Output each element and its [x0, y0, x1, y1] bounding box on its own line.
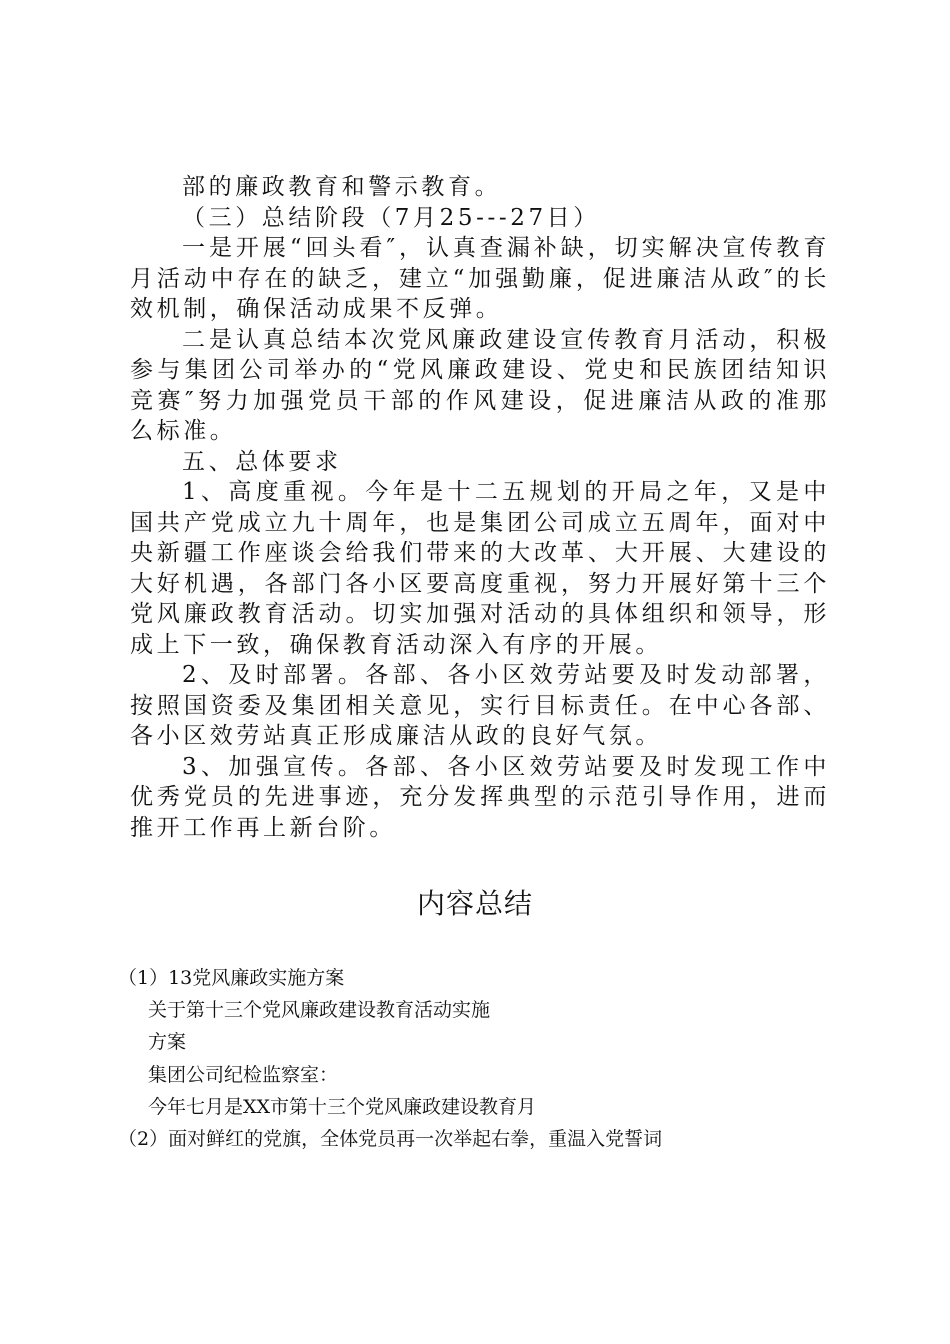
summary-line: 今年七月是XX市第十三个党风廉政建设教育月 — [148, 1095, 537, 1118]
paragraph-requirement-3: 3、加强宣传。各部、各小区效劳站要及时发现工作中优秀党员的先进事迹，充分发挥典型的示范引导作用，进而推开工作再上新台阶。 — [130, 753, 830, 841]
paragraph-education: 部的廉政教育和警示教育。 — [182, 174, 502, 200]
heading-general-requirements: 五、总体要求 — [182, 448, 342, 475]
summary-line: （2）面对鲜红的党旗，全体党员再一次举起右拳，重温入党誓词 — [118, 1128, 663, 1151]
summary-line: 关于第十三个党风廉政建设教育活动实施 — [148, 999, 491, 1022]
summary-line: 集团公司纪检监察室： — [148, 1063, 339, 1086]
summary-block — [118, 962, 878, 1155]
paragraph-requirement-1: 1、高度重视。今年是十二五规划的开局之年，又是中国共产党成立九十周年，也是集团公司成立五周年，面对中央新疆工作座谈会给我们带来的大改革、大开展、大建设的大好机遇，各部门各小区要高度重视，努力开展好第十三个党风廉政教育活动。切实加强对活动的具体组织和领导，形成上下一致，确保教育活动深入有序的开展。 — [130, 479, 830, 658]
summary-line: 方案 — [148, 1031, 187, 1054]
body-text — [130, 172, 830, 843]
heading-summary-stage: （三）总结阶段（7月25---27日） — [182, 204, 600, 231]
paragraph-review: 一是开展“回头看″，认真查漏补缺，切实解决宣传教育月活动中存在的缺乏，建立“加强勤廉，促进廉洁从政″的长效机制，确保活动成果不反弹。 — [130, 235, 830, 322]
summary-line: （1）13党风廉政实施方案 — [118, 967, 345, 989]
summary-title: 内容总结 — [416, 887, 533, 920]
paragraph-conclude: 二是认真总结本次党风廉政建设宣传教育月活动，积极参与集团公司举办的“党风廉政建设、党史和民族团结知识竞赛″努力加强党员干部的作风建设，促进廉洁从政的准那么标准。 — [130, 326, 830, 444]
paragraph-requirement-2: 2、及时部署。各部、各小区效劳站要及时发动部署，按照国资委及集团相关意见，实行目标责任。在中心各部、各小区效劳站真正形成廉洁从政的良好气氛。 — [130, 662, 830, 749]
